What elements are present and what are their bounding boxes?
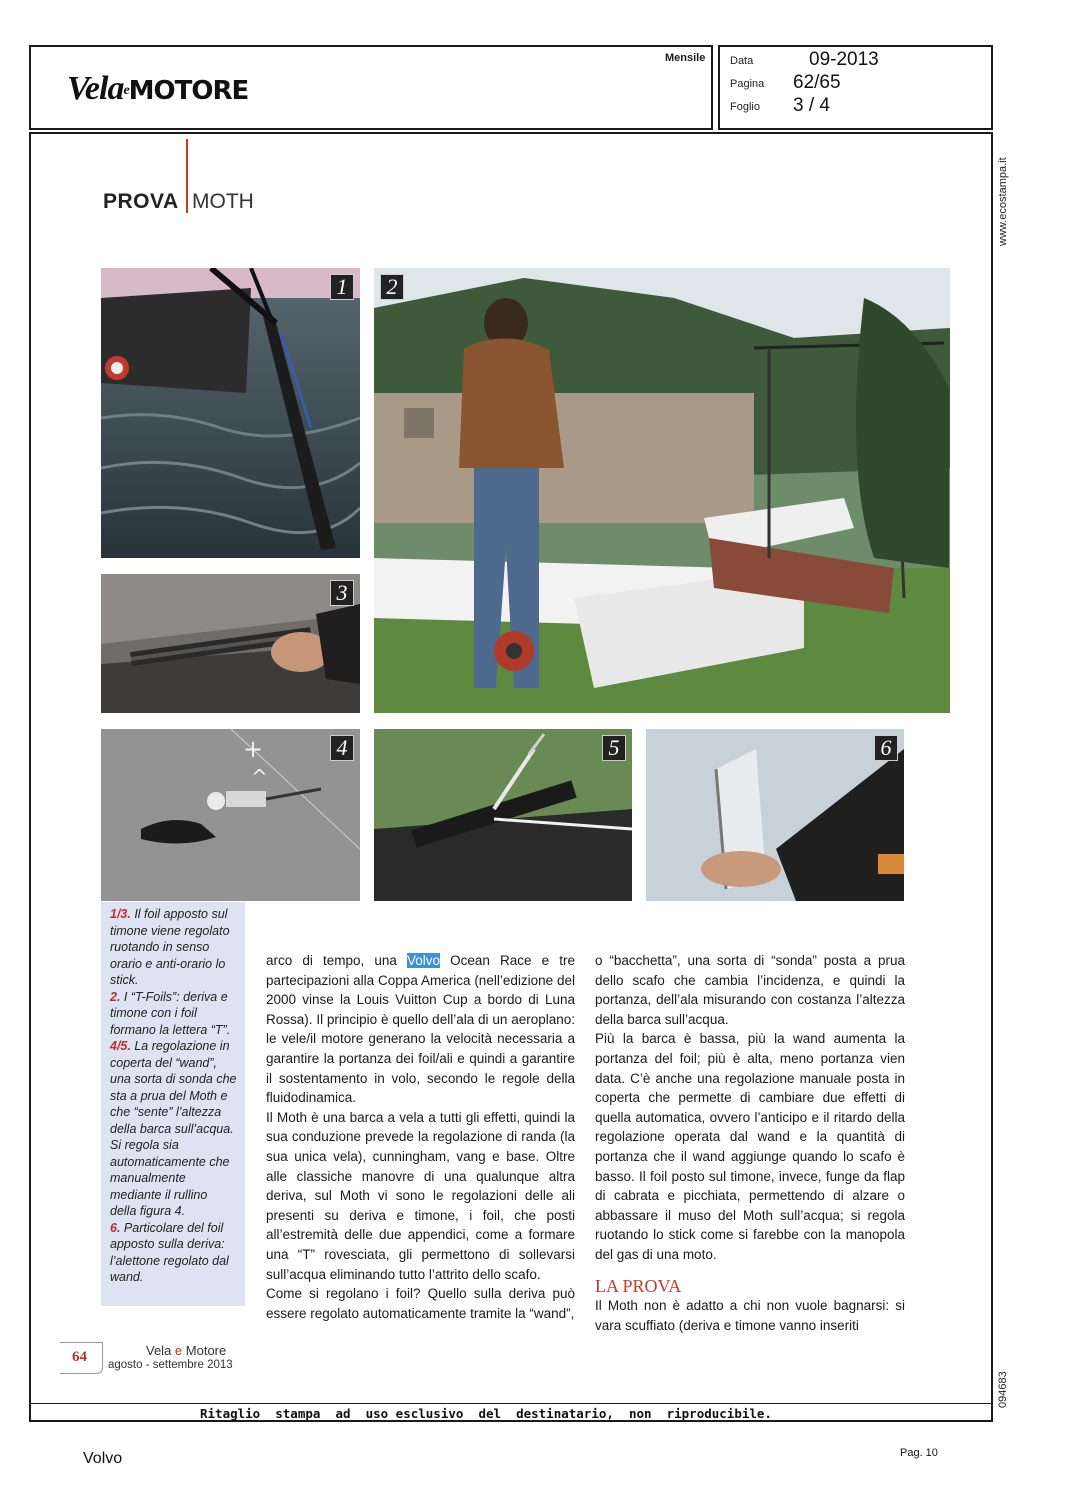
caption-4 (110, 1220, 237, 1286)
code-vertical: 094683 (997, 1371, 1009, 1408)
photo-3-number: 3 (330, 580, 354, 606)
caption-2-text: I “T-Foils”: deriva e timone con i foil formano la lettera “T”. (110, 989, 231, 1037)
caption-1-text: Il foil apposto sul timone viene regolato ruotando in senso orario e anti-orario lo stick. (110, 907, 230, 987)
la-prova-heading: LA PROVA (595, 1275, 682, 1296)
photo-5-wand-on-bow (374, 729, 632, 901)
col1-paragraph-2: Il Moth è una barca a vela a tutti gli effetti, quindi la sua conduzione prevede la regolazione di randa (la sua unica vela), cunningham, vang e base. Oltre alle classiche manovre di una qualunque altra deriva, sul Moth vi sono le regolazioni delle ali presenti su deriva e timone, i foil, che posti all’estremità delle due appendici, come a formare una “T” rovesciata, gli permettono di sollevarsi sull’acqua eliminando tutto l’attrito dello scafo. (266, 1109, 575, 1282)
photo-4-number: 4 (330, 735, 354, 761)
photo-1-foil-in-water (101, 268, 360, 558)
ritaglio-rule (29, 1403, 993, 1404)
clipping-page-number: Pag. 10 (900, 1447, 938, 1459)
photo-4-deck-adjuster (101, 729, 360, 901)
caption-3-text: La regolazione in coperta del “wand”, una sorta di sonda che sta a prua del Moth e che “sente” l’altezza della barca sull’acqua. Si regola sia automaticamente che manualmente mediante il rullino della figura 4. (110, 1039, 237, 1218)
section-title-prova: PROVA (103, 190, 179, 213)
svg-text:+: + (243, 735, 264, 763)
data-label: Data (730, 55, 754, 67)
caption-2-number: 2. (110, 989, 121, 1004)
caption-1-number: 1/3. (110, 907, 131, 921)
footer-pub-motore: Motore (182, 1343, 227, 1358)
svg-text:^: ^ (251, 765, 268, 789)
search-keyword: Volvo (83, 1450, 123, 1467)
section-title-moth: MOTH (192, 190, 254, 213)
publication-logo (67, 70, 248, 108)
photo-5-number: 5 (602, 735, 626, 761)
frequency-label: Mensile (665, 52, 706, 64)
footer-publication (146, 1343, 226, 1358)
page-number: 64 (72, 1349, 87, 1365)
photo-captions (101, 902, 245, 1306)
photo-3-hand-on-stick (101, 574, 360, 713)
photo-6-number: 6 (874, 735, 898, 761)
page-number-badge (60, 1342, 103, 1374)
col2-paragraph-1: o “bacchetta”, una sorta di “sonda” posta a prua dello scafo che cambia l’incidenza, e quindi la portanza, dell’ala misurando con costanza l’altezza della barca sull’acqua. (595, 953, 905, 1027)
photo-6-foil-on-daggerboard (646, 729, 904, 901)
caption-3 (110, 1038, 237, 1220)
col1-p1-text: Ocean Race e tre partecipazioni alla Coppa America (nell’edizione del 2000 vinse la Louis Vuitton Cup a bordo di Luna Rossa). Il principio è quello dell’ala di un aeroplano: le vele/il motore generano la velocità necessaria a garantire la portanza dei foil/ali e quindi a garantire il sostentamento in volo, secondo le regole della fluidodinamica. (266, 953, 575, 1106)
data-value: 09-2013 (809, 49, 879, 70)
pagina-label: Pagina (730, 78, 765, 90)
logo-vela: Vela (67, 70, 124, 107)
col1-paragraph-3: Come si regolano i foil? Quello sulla deriva può essere regolato automaticamente tramite la “wand”, (266, 1286, 575, 1321)
caption-1 (110, 906, 237, 989)
photo-2-boats-on-lawn (374, 268, 950, 713)
foglio-label: Foglio (730, 101, 760, 113)
caption-4-text: Particolare del foil apposto sulla deriva: l’alettone regolato dal wand. (110, 1220, 229, 1284)
col1-paragraph-1 (266, 951, 575, 1108)
photo-4-image (101, 729, 360, 901)
section-divider-bar (186, 139, 188, 213)
website-vertical: www.ecostampa.it (997, 157, 1009, 246)
footer-pub-vela: Vela (146, 1343, 175, 1358)
photo-5-image (374, 729, 632, 901)
footer-pub-e: e (174, 1343, 183, 1358)
col2-paragraph-2: Più la barca è bassa, più la wand aumenta la portanza del foil; più è alta, meno portanza vien data. C’è anche una regolazione manuale posta in coperta che permette di cambiare due effetti di quella automatica, ovvero l’anticipo e il ritardo della regolazione operata dal wand e la quantità di portanza che il wand aggiunge quando lo scafo è basso. Il foil posto sul timone, invece, funge da flap di cabrata e picchiata, permettendo di alzare o abbassare il muso del Moth sull’acqua; si regola ruotando lo stick come si farebbe con la manopola del gas di una moto. (595, 1031, 905, 1262)
body-column-2 (595, 951, 905, 1335)
logo-motore: MOTORE (128, 76, 249, 106)
photo-1-number: 1 (330, 274, 354, 300)
caption-4-number: 6. (110, 1220, 121, 1235)
foglio-value: 3 / 4 (793, 95, 830, 116)
photo-2-number: 2 (380, 274, 404, 300)
pagina-value: 62/65 (793, 72, 841, 93)
photo-2-image (374, 268, 950, 713)
col2-paragraph-3: Il Moth non è adatto a chi non vuole bagnarsi: si vara scuffiato (deriva e timone vanno inseriti (595, 1298, 905, 1333)
highlight-volvo: Volvo (406, 953, 441, 968)
caption-3-number: 4/5. (110, 1039, 131, 1053)
caption-2 (110, 989, 237, 1039)
photo-1-image (101, 268, 360, 558)
col1-lead: arco di tempo, una (266, 953, 407, 968)
photo-6-image (646, 729, 904, 901)
footer-issue-date: agosto - settembre 2013 (108, 1359, 233, 1371)
ritaglio-notice: Ritaglio stampa ad uso esclusivo del destinatario, non riproducibile. (200, 1406, 772, 1421)
photo-3-image (101, 574, 360, 713)
logo-e: e (123, 83, 129, 99)
body-column-1 (266, 951, 575, 1323)
